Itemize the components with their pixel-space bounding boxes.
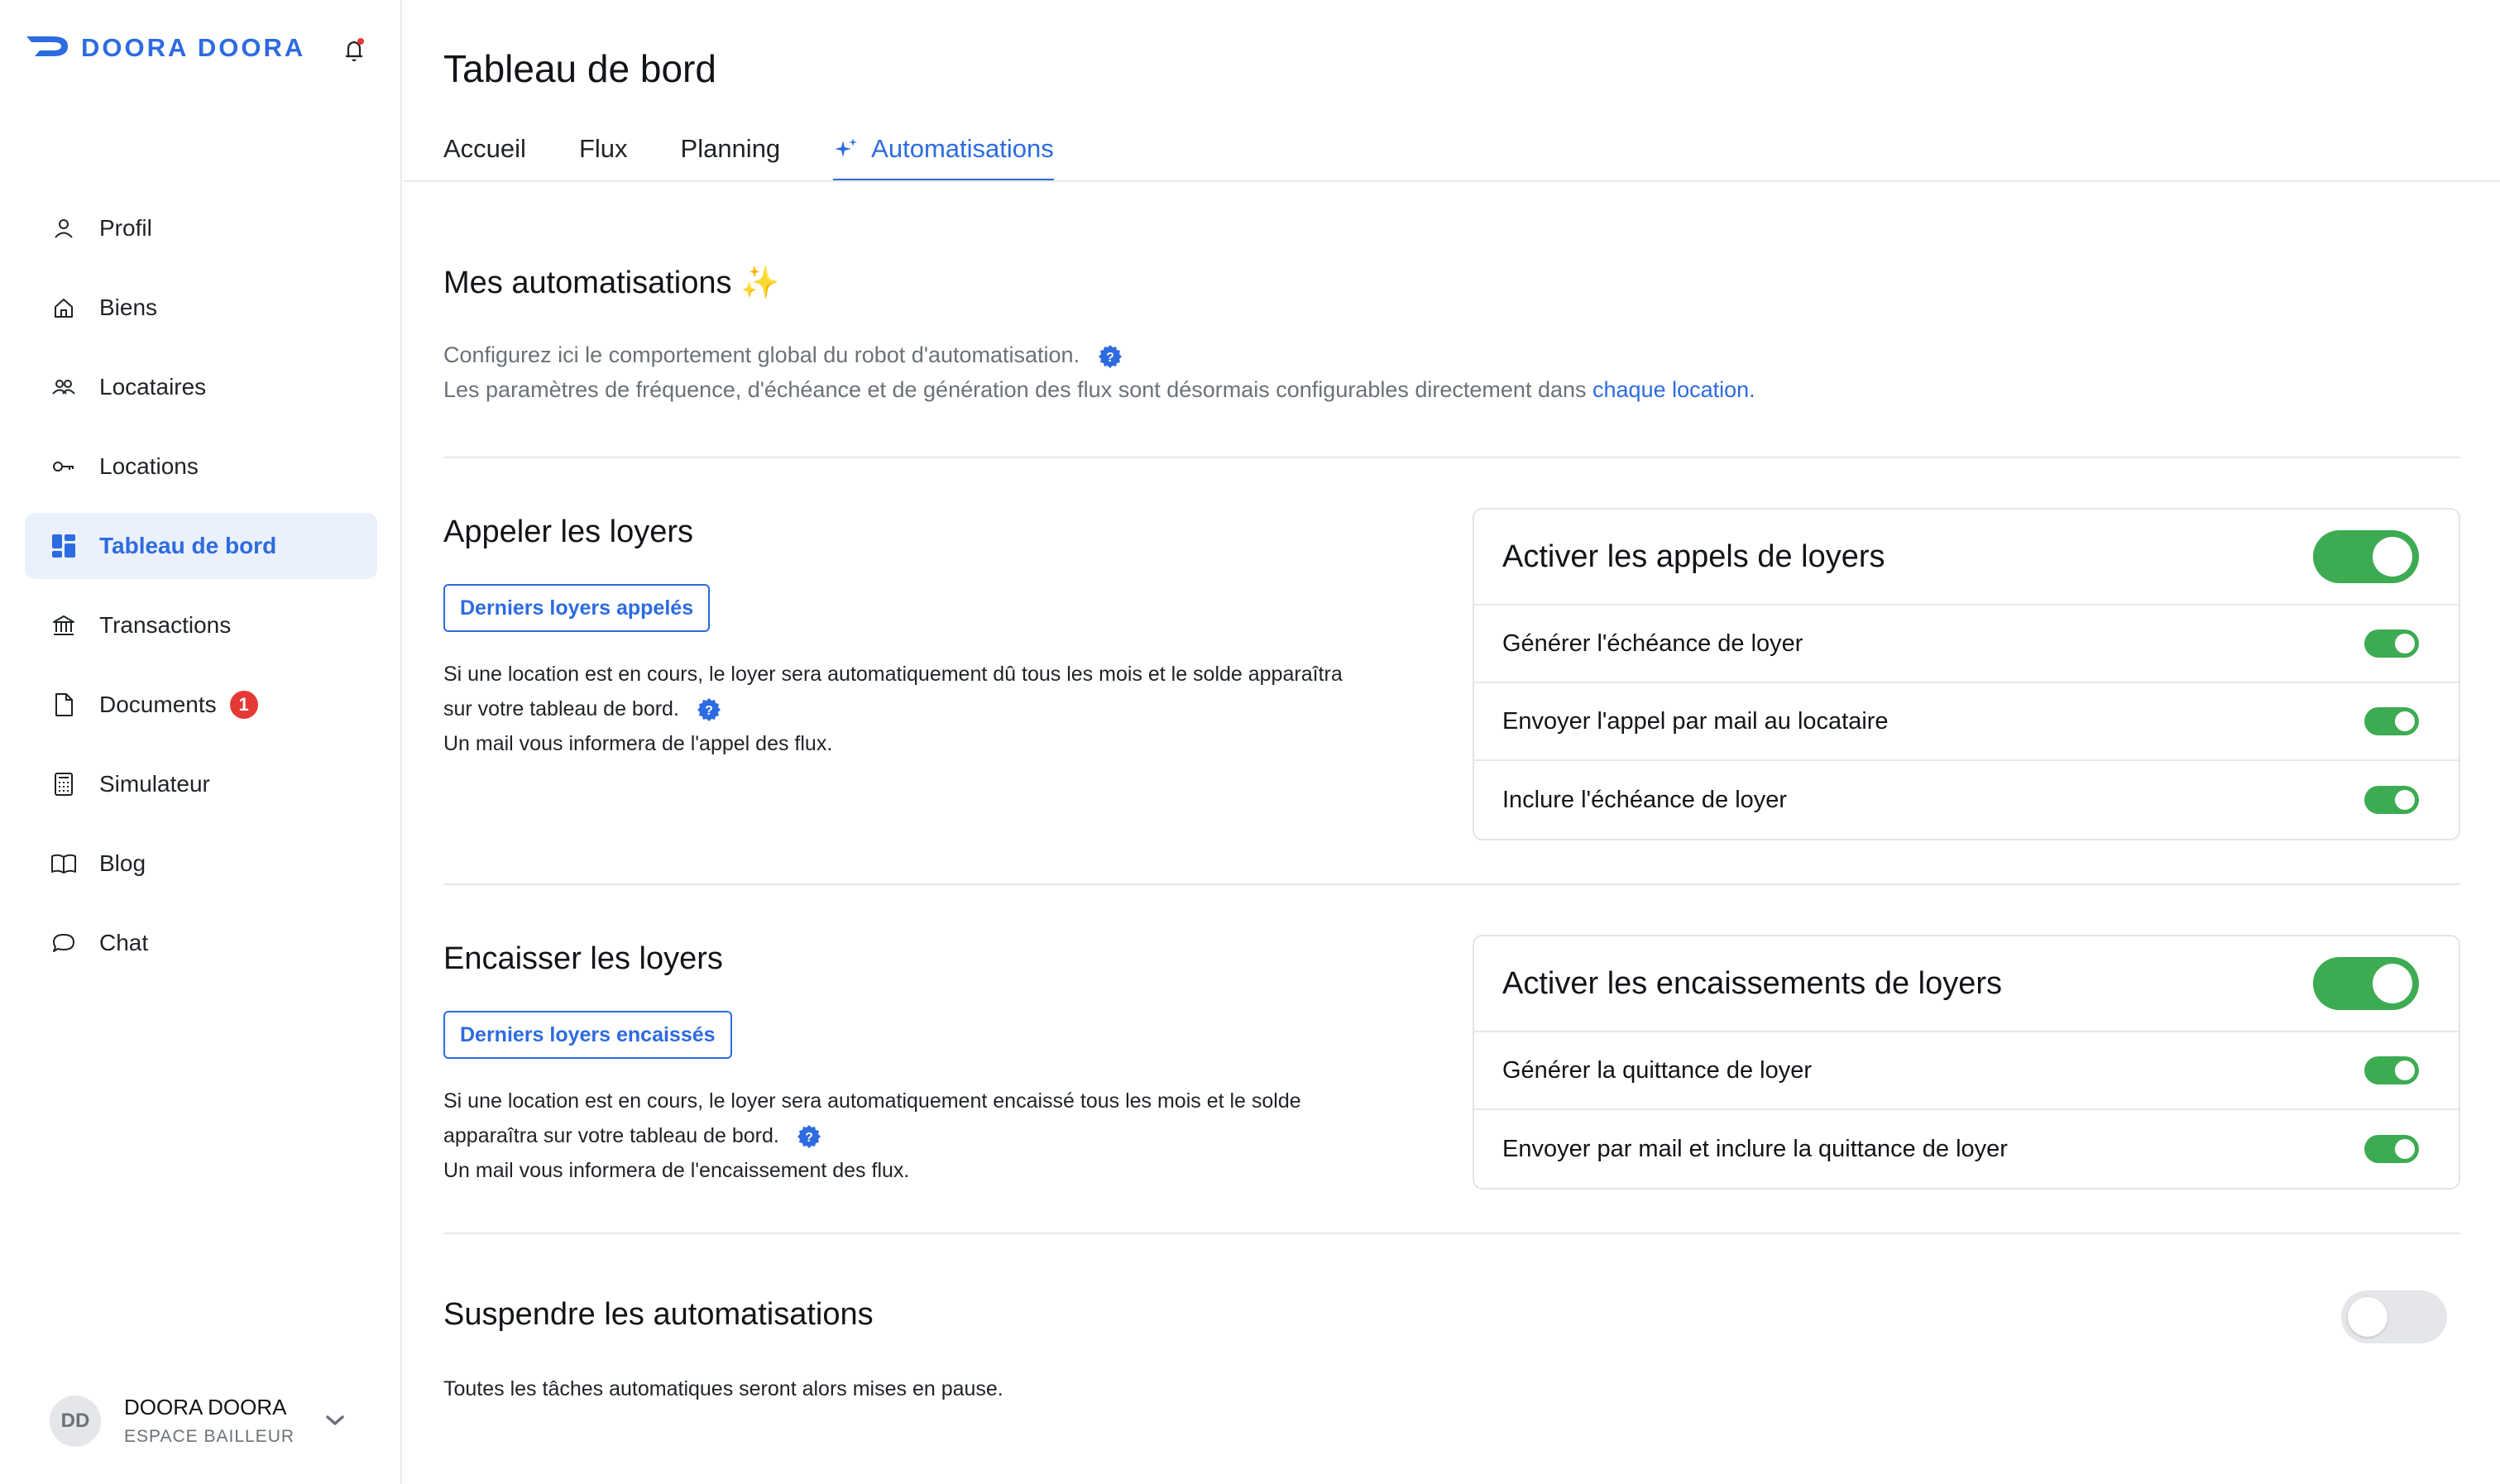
option-label: Envoyer l'appel par mail au locataire [1502,707,1889,735]
sidebar-item-label: Blog [99,850,146,876]
collect-rents-card-title: Activer les encaissements de loyers [1502,965,2003,1001]
option-label: Générer l'échéance de loyer [1502,630,1803,657]
user-icon [50,214,78,242]
option-label: Envoyer par mail et inclure la quittance de loyer [1502,1135,2008,1162]
tab-label: Accueil [443,134,526,163]
suspend-description: Toutes les tâches automatiques seront alors mises en pause. [443,1377,1003,1400]
tab-planning[interactable] [681,134,781,182]
sidebar-item-locations[interactable] [25,433,377,500]
option-row [1474,606,2459,683]
document-icon [50,691,78,719]
tab-automatisations[interactable] [833,134,1054,182]
collect-rents-text-3: Un mail vous informera de l'encaissement des flux. [443,1159,910,1182]
collect-rents-card-header [1474,936,2459,1032]
tabs-divider [404,180,2500,182]
call-rents-master-toggle[interactable] [2313,530,2419,583]
call-rents-description [443,657,1436,761]
sidebar-nav [25,195,377,989]
chat-icon [50,929,78,957]
option-label: Inclure l'échéance de loyer [1502,786,1788,813]
tab-flux[interactable] [579,134,628,182]
svg-text:?: ? [804,1131,813,1146]
chevron-down-icon[interactable] [323,1408,347,1433]
help-icon[interactable] [697,697,721,722]
page-title: Tableau de bord [443,47,716,90]
tab-accueil[interactable] [443,134,526,182]
tab-label: Automatisations [871,134,1054,163]
dashboard-icon [50,532,78,560]
call-rents-card-title: Activer les appels de loyers [1502,539,1885,574]
collect-rents-master-toggle[interactable] [2313,957,2419,1010]
sidebar-item-label: Tableau de bord [99,533,277,558]
send-receipt-email-toggle[interactable] [2364,1135,2419,1163]
section-divider [443,883,2460,885]
calculator-icon [50,770,78,798]
sidebar-item-label: Locations [99,453,199,479]
key-icon [50,452,78,481]
section-divider [443,457,2460,458]
collect-rents-description [443,1084,1436,1188]
sidebar-item-documents[interactable] [25,672,377,738]
sidebar-item-tableau-de-bord[interactable] [25,513,377,579]
sidebar-item-blog[interactable] [25,831,377,897]
main-content [404,0,2500,1484]
book-icon [50,850,78,878]
call-rents-text-2: sur votre tableau de bord. [443,697,679,720]
tab-label: Flux [578,134,628,163]
sidebar [0,0,402,1484]
last-collected-rents-button[interactable]: Derniers loyers encaissés [443,1011,732,1059]
sidebar-item-transactions[interactable] [25,592,377,658]
call-rents-card [1473,508,2460,840]
option-label: Générer la quittance de loyer [1502,1056,1812,1084]
avatar: DD [50,1395,101,1447]
option-row [1474,683,2459,761]
call-rents-card-header [1474,510,2459,606]
chaque-location-link[interactable]: chaque location. [1592,377,1755,402]
sidebar-item-profil[interactable] [25,195,377,261]
sidebar-item-biens[interactable] [25,275,377,341]
suspend-title: Suspendre les automatisations [443,1297,874,1332]
description-line-1: Configurez ici le comportement global du robot d'automatisation. [443,342,1080,367]
option-row [1474,761,2459,839]
section-divider [443,1233,2460,1234]
users-icon [50,373,78,401]
tab-bar [443,134,1107,184]
user-role: ESPACE BAILLEUR [124,1427,295,1446]
sidebar-item-label: Simulateur [99,771,210,797]
last-called-rents-button[interactable]: Derniers loyers appelés [443,584,710,632]
automations-title-text: Mes automatisations [443,266,732,300]
generate-receipt-toggle[interactable] [2364,1056,2419,1084]
sparkles-icon [833,136,860,162]
suspend-automations-toggle[interactable] [2341,1290,2447,1343]
svg-text:?: ? [1105,350,1114,365]
sparkles-emoji-icon: ✨ [740,266,780,300]
sidebar-item-chat[interactable] [25,910,377,976]
collect-rents-card [1473,935,2460,1190]
call-rents-text-1: Si une location est en cours, le loyer sera automatiquement dû tous les mois et le solde apparaîtra [443,663,1343,686]
sidebar-item-label: Profil [99,215,152,241]
documents-count-badge: 1 [230,691,258,719]
sidebar-item-simulateur[interactable] [25,751,377,817]
brand-logo[interactable] [25,33,305,63]
send-call-email-toggle[interactable] [2364,707,2419,735]
description-line-2: Les paramètres de fréquence, d'échéance et de génération des flux sont désormais configurables directement dans [443,377,1587,402]
sidebar-item-label: Locataires [99,374,207,400]
call-rents-title: Appeler les loyers [443,515,694,549]
collect-rents-text-2: apparaîtra sur votre tableau de bord. [443,1124,779,1147]
automations-title [443,265,779,301]
help-icon[interactable] [797,1124,821,1149]
doora-logo-icon [25,34,71,63]
sidebar-item-label: Documents [99,692,217,717]
sidebar-item-label: Biens [99,294,158,320]
option-row [1474,1032,2459,1110]
sidebar-item-label: Transactions [99,612,232,638]
collect-rents-text-1: Si une location est en cours, le loyer sera automatiquement encaissé tous les mois et le solde [443,1089,1301,1113]
option-row [1474,1110,2459,1188]
sidebar-item-label: Chat [99,930,149,955]
user-name: DOORA DOORA [124,1395,287,1419]
include-due-date-toggle[interactable] [2364,786,2419,814]
sidebar-item-locataires[interactable] [25,354,377,420]
automations-description [443,337,2462,407]
help-icon[interactable] [1098,344,1123,369]
user-menu[interactable] [50,1395,364,1447]
bank-icon [50,611,78,639]
generate-due-date-toggle[interactable] [2364,630,2419,658]
home-icon [50,294,78,322]
notification-bell-icon[interactable] [341,36,369,65]
brand-name: DOORA DOORA [81,33,306,62]
svg-text:?: ? [704,704,713,719]
call-rents-text-3: Un mail vous informera de l'appel des flux. [443,732,833,755]
tab-label: Planning [680,134,781,163]
collect-rents-title: Encaisser les loyers [443,941,723,976]
